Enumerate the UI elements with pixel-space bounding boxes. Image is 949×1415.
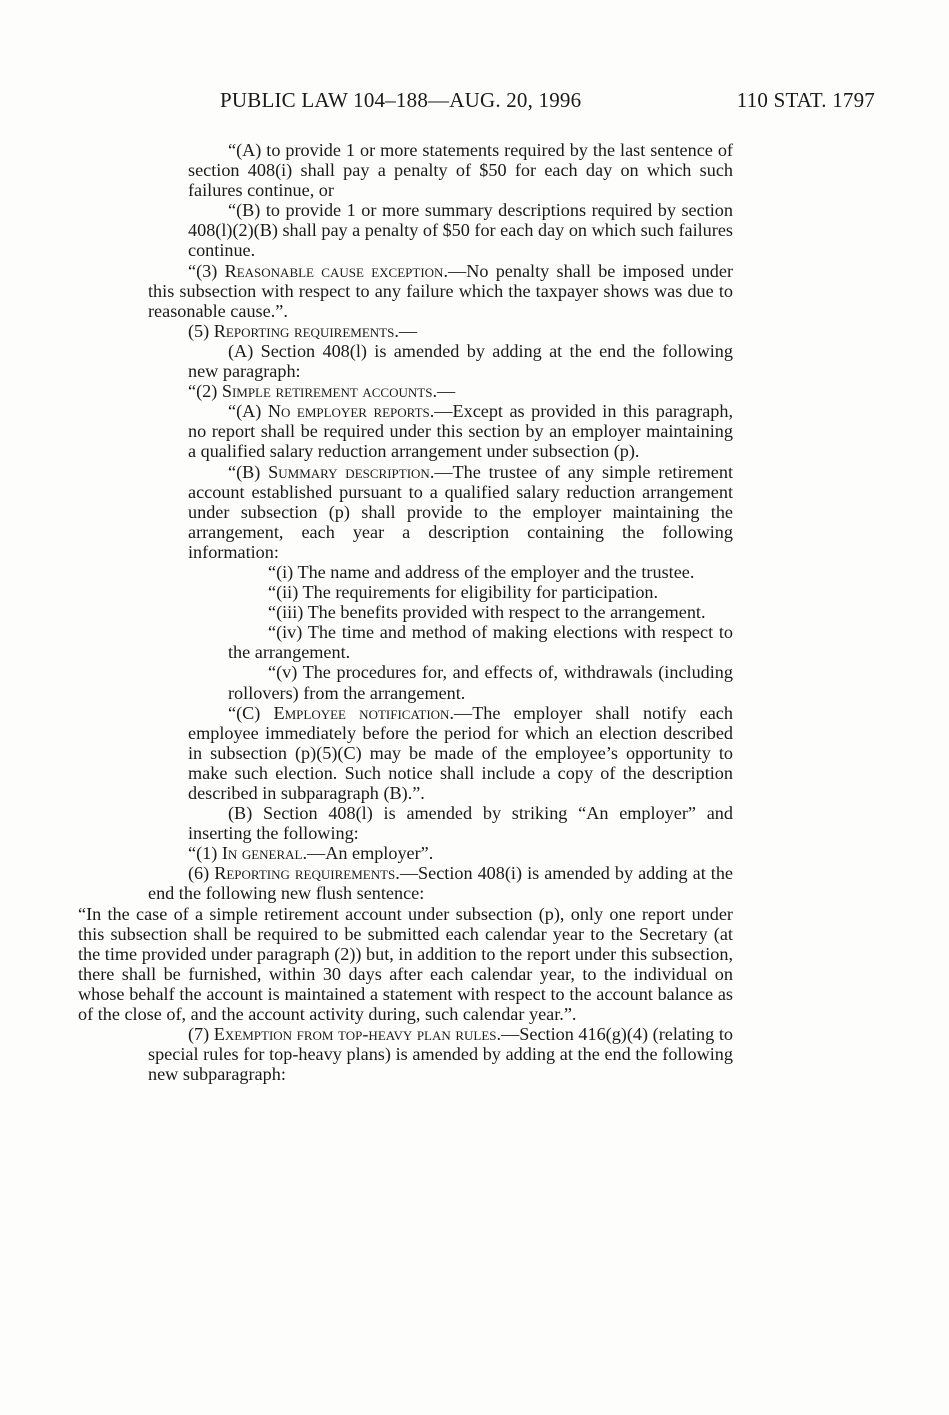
paragraph-caption: Exemption from top-heavy plan rules (213, 1024, 497, 1045)
paragraph-number: “(C) (228, 702, 274, 723)
paragraph-number: “(A) (228, 401, 268, 422)
clause-2a: “(A) to provide 1 or more statements required by the last sentence of section 408(i) shall pay a penalty of $50 for each day on which such failures continue, or (188, 140, 733, 201)
clause-iii: “(iii) The benefits provided with respect to the arrangement. (268, 602, 706, 623)
paragraph-text: .—Section 408(i) is amended by adding at the end the following new flush sentence: (148, 863, 733, 904)
paragraph-number: (6) (188, 863, 215, 884)
paragraph-2-simple-retirement (148, 381, 733, 401)
subparagraph-5b: (B) Section 408(l) is amended by striking “An employer” and inserting the following: (188, 803, 733, 844)
subparagraph-2b-summary-description (148, 462, 733, 562)
subparagraph-5a: (A) Section 408(l) is amended by adding at the end the following new paragraph: (188, 340, 733, 382)
paragraph-number: (5) (188, 320, 214, 341)
paragraph-text: .—No penalty shall be imposed under this subsection with respect to any failure which the taxpayer shows was due to reasonable cause.”. (148, 260, 734, 321)
paragraph-text: .—An employer”. (302, 843, 434, 864)
paragraph-text: .—The trustee of any simple retirement account established pursuant to a qualified salary reduction arrangement under subsection (p) shall provide to the employer maintaining the arrangement, each year a description containing the following information: (188, 461, 733, 562)
paragraph-text: .—Section 416(g)(4) (relating to special rules for top-heavy plans) is amended by adding at the end the following new subparagraph: (148, 1024, 733, 1085)
subparagraph-2a-no-employer-reports (148, 401, 733, 461)
paragraph-caption: Reporting requirements (214, 863, 396, 884)
clause-iv: “(iv) The time and method of making elections with respect to the arrangement. (228, 622, 733, 663)
paragraph-1-in-general (148, 843, 733, 863)
paragraph-7-exemption (148, 1024, 733, 1084)
header-title: PUBLIC LAW 104–188—AUG. 20, 1996 (220, 88, 582, 112)
paragraph-caption: Reasonable cause exception (224, 260, 444, 281)
paragraph-caption: Reporting requirements (213, 320, 395, 341)
paragraph-number: “(1) (188, 843, 222, 864)
paragraph-caption: Summary description (268, 461, 430, 482)
paragraph-text: .—Except as provided in this paragraph, no report shall be required under this section by an employer maintaining a qualified salary reduction arrangement under subsection (p). (188, 401, 734, 462)
paragraph-number: (7) (188, 1024, 214, 1045)
paragraph-caption: No employer reports (267, 401, 430, 422)
clause-v: “(v) The procedures for, and effects of, withdrawals (including rollovers) from the arrangement. (228, 662, 733, 703)
paragraph-text: .— (394, 320, 418, 341)
paragraph-text: .—The employer shall notify each employee immediately before the period for which an election described in subsection (p)(5)(C) may be made of the employee’s opportunity to make such election. Such notice shall include a copy of the description described in subparagraph (B).”. (188, 702, 733, 803)
paragraph-5-reporting (148, 321, 733, 341)
paragraph-caption: Employee notification (273, 702, 450, 723)
clause-i: “(i) The name and address of the employer and the trustee. (268, 561, 695, 582)
paragraph-number: “(2) (188, 381, 222, 402)
clause-2b: “(B) to provide 1 or more summary descriptions required by section 408(l)(2)(B) shall pay a penalty of $50 for each day on which such failures continue. (188, 200, 733, 261)
paragraph-3-reasonable-cause (148, 261, 733, 321)
clause-ii: “(ii) The requirements for eligibility for participation. (268, 582, 659, 603)
flush-sentence: “In the case of a simple retirement account under subsection (p), only one report under this subsection shall be required to be submitted each calendar year to the Secretary (at the time provided under paragraph (2)) but, in addition to the report under this subsection, there shall be furnished, within 30 days after each calendar year, to the individual on whose behalf the account is maintained a statement with respect to the account balance as of the close of, and the account activity during, such calendar year.”. (78, 903, 733, 1025)
paragraph-caption: Simple retirement accounts (221, 381, 433, 402)
paragraph-6-reporting (148, 863, 733, 903)
paragraph-text: .— (432, 381, 456, 402)
page-body (78, 140, 734, 1085)
paragraph-number: “(3) (188, 260, 225, 281)
paragraph-number: “(B) (228, 461, 269, 482)
subparagraph-2c-employee-notification (148, 703, 733, 803)
paragraph-caption: In general (221, 843, 303, 864)
header-page-number: 110 STAT. 1797 (736, 88, 875, 112)
